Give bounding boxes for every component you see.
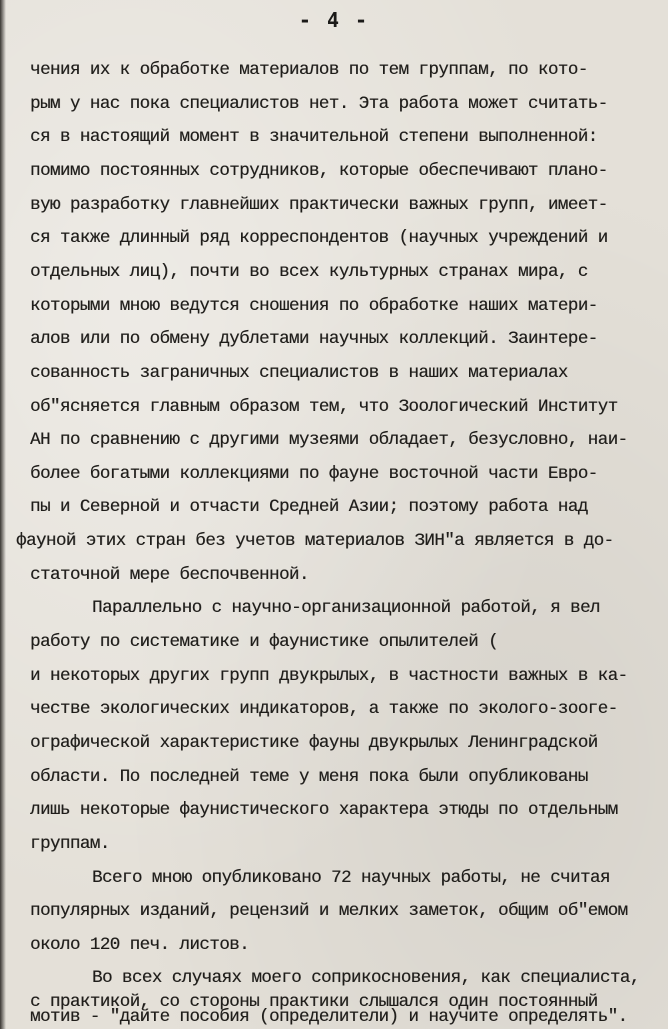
text-line: Всего мною опубликовано 72 научных работы, не считая	[92, 868, 610, 888]
text-line: работу по систематике и фаунистике опылителей (	[30, 632, 499, 652]
text-line: алов или по обмену дублетами научных коллекций. Заинтере-	[30, 329, 598, 349]
text-line: и некоторых других групп двукрылых, в частности важных в ка-	[30, 666, 628, 686]
text-line: сованность заграничных специалистов в наших материалах	[30, 363, 568, 383]
text-line: об"ясняется главным образом тем, что Зоологический Институт	[30, 397, 618, 417]
text-line: статочной мере беспочвенной.	[30, 565, 309, 585]
text-line: лишь некоторые фаунистического характера этюды по отдельным	[30, 800, 618, 820]
text-line: более богатыми коллекциями по фауне восточной части Евро-	[30, 464, 598, 484]
text-line: около 120 печ. листов.	[30, 935, 250, 955]
text-line: Параллельно с научно-организационной работой, я вел	[92, 598, 600, 618]
text-line: которыми мною ведутся сношения по обработке наших матери-	[30, 296, 598, 316]
text-line: ся также длинный ряд корреспондентов (научных учреждений и	[30, 228, 608, 248]
text-line: ся в настоящий момент в значительной степени выполненной:	[30, 127, 598, 147]
text-line: Во всех случаях моего соприкосновения, как специалиста,	[92, 968, 640, 988]
text-line: группам.	[30, 834, 110, 854]
text-line: мотив - "дайте пособия (определители) и научите определять".	[30, 1007, 628, 1027]
page-number: - 4 -	[298, 8, 370, 32]
text-line: популярных изданий, рецензий и мелких заметок, общим об"емом	[30, 901, 628, 921]
text-line: отдельных лиц), почти во всех культурных странах мира, с	[30, 262, 588, 282]
text-line: рым у нас пока специалистов нет. Эта работа может считать-	[30, 94, 608, 114]
text-line: с практикой, со стороны практики слышался один постоянный	[30, 992, 598, 1012]
text-line: честве экологических индикаторов, а также по эколого-зооге-	[30, 699, 618, 719]
text-line: АН по сравнению с другими музеями обладает, безусловно, наи-	[30, 430, 628, 450]
text-line: помимо постоянных сотрудников, которые обеспечивают плано-	[30, 161, 608, 181]
text-line: чения их к обработке материалов по тем группам, по кото-	[30, 60, 588, 80]
text-line: области. По последней теме у меня пока были опубликованы	[30, 767, 588, 787]
text-line: вую разработку главнейших практически важных групп, имеет-	[30, 195, 608, 215]
scan-edge-shadow	[0, 0, 6, 1029]
text-line: ографической характеристике фауны двукрылых Ленинградской	[30, 733, 598, 753]
text-line: пы и Северной и отчасти Средней Азии; поэтому работа над	[30, 497, 588, 517]
text-line: фауной этих стран без учетов материалов ЗИН"а является в до-	[16, 531, 614, 551]
